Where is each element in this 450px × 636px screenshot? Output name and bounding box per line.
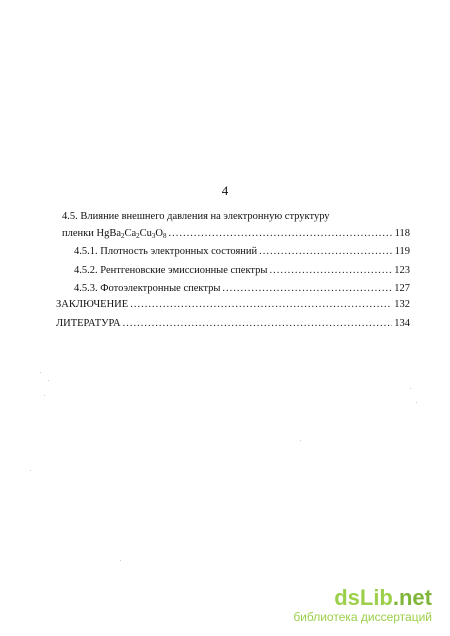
page-number: 4 <box>221 183 229 198</box>
toc-page-number: 119 <box>394 246 410 257</box>
toc-page-number: 118 <box>394 228 410 239</box>
toc-page-number: 132 <box>394 299 410 310</box>
toc-entry-4-5-3 <box>74 282 410 295</box>
toc-entry-title: 4.5.2. Рентгеновские эмиссионные спектры <box>74 265 268 276</box>
dot-leader <box>259 245 392 258</box>
toc-entry-4-5-1 <box>74 245 410 258</box>
dot-leader <box>269 264 392 277</box>
dot-leader <box>123 317 393 330</box>
toc-page-number: 123 <box>394 265 410 276</box>
toc-entry-title: ЛИТЕРАТУРА <box>56 318 121 329</box>
toc-page-number: 127 <box>394 283 410 294</box>
toc-entry-4-5 <box>62 227 410 240</box>
watermark <box>293 586 432 624</box>
toc-entry-conclusion <box>56 298 410 311</box>
toc-entry-4-5-heading: 4.5. Влияние внешнего давления на электронную структуру <box>62 211 330 222</box>
watermark-subtitle: библиотека диссертаций <box>293 610 432 624</box>
toc-entry-title: ЗАКЛЮЧЕНИЕ <box>56 299 129 310</box>
dot-leader <box>169 227 393 240</box>
toc-entry-title: пленки $HgBa_2Ca_2Cu_3O_8$ <box>62 228 167 240</box>
watermark-logo: dsLib.net <box>334 585 432 610</box>
toc-page-number: 134 <box>394 318 410 329</box>
toc-entry-4-5-2 <box>74 264 410 277</box>
toc-entry-literature <box>56 317 410 330</box>
toc-entry-title: 4.5.3. Фотоэлектронные спектры <box>74 283 221 294</box>
toc-entry-title: 4.5.1. Плотность электронных состояний <box>74 246 258 257</box>
dot-leader <box>222 282 392 295</box>
dot-leader <box>130 298 392 311</box>
